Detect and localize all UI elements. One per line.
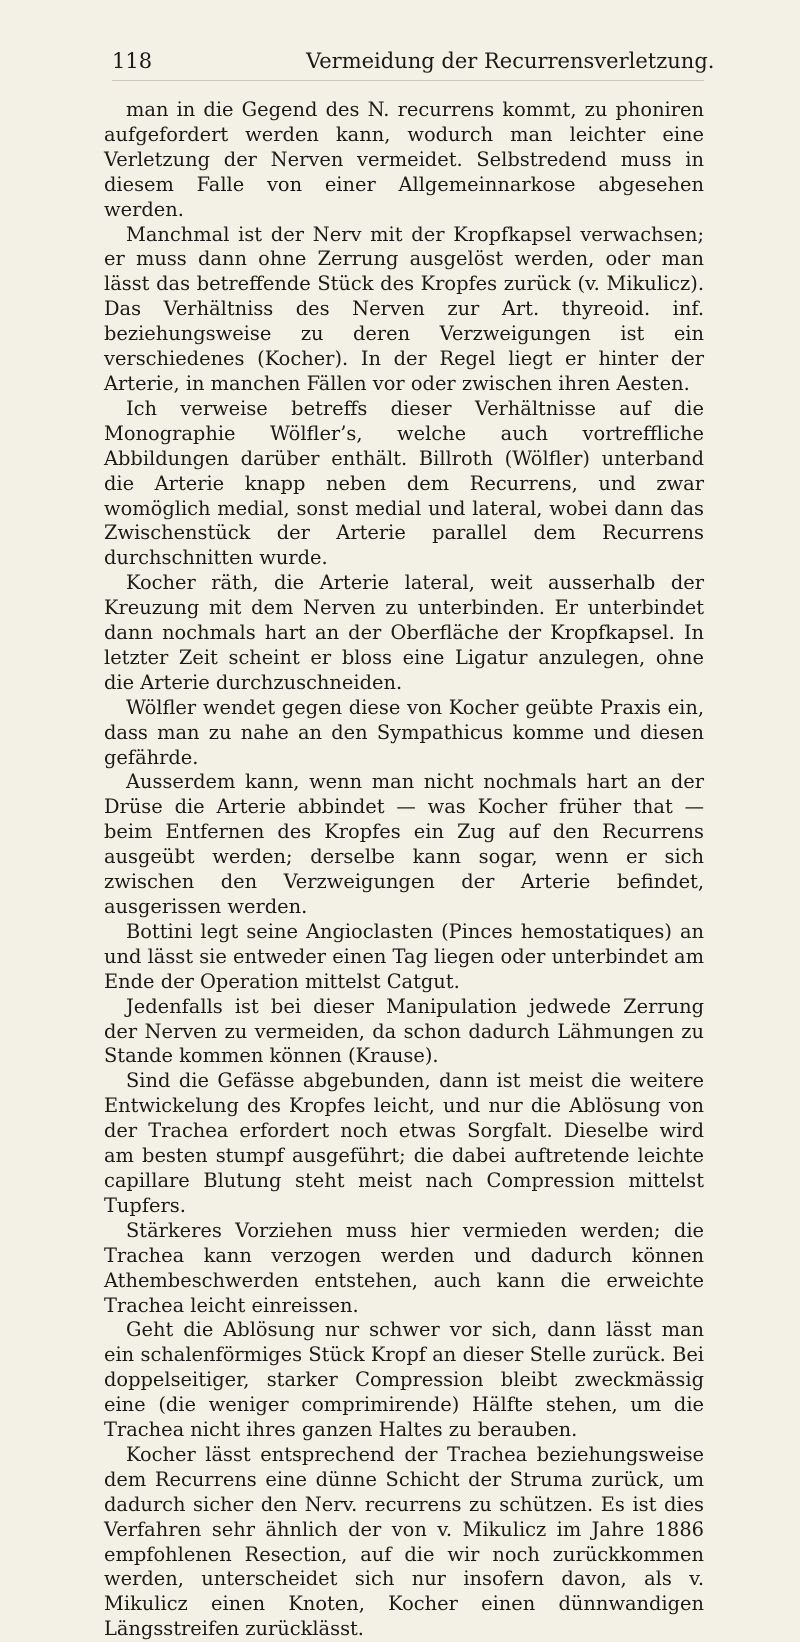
paragraph: Kocher räth, die Arterie lateral, weit ausserhalb der Kreuzung mit dem Nerven zu unterbinden. Er unterbindet dann nochmals hart an der Oberfläche der Kropfkapsel. In letzter Zeit scheint er bloss eine Ligatur anzulegen, ohne die Arterie durchzuschneiden. <box>104 571 704 694</box>
paragraph: Ich verweise betreffs dieser Verhältnisse auf die Monographie Wölfler’s, welche auch vortreffliche Abbildungen darüber enthält. Billroth (Wölfler) unterband die Arterie knapp neben dem Recurrens, und zwar womöglich medial, sonst medial und lateral, wobei dann das Zwischenstück der Arterie parallel dem Recurrens durchschnitten wurde. <box>104 396 704 570</box>
running-head: Vermeidung der Recurrensverletzung. <box>306 49 715 73</box>
header-rule <box>112 80 704 81</box>
paragraph: Jedenfalls ist bei dieser Manipulation jedwede Zerrung der Nerven zu vermeiden, da schon dadurch Lähmungen zu Stande kommen können (Krause). <box>104 994 704 1068</box>
paragraph: Manchmal ist der Nerv mit der Kropfkapsel verwachsen; er muss dann ohne Zerrung ausgelöst werden, oder man lässt das betreffende Stück des Kropfes zurück (v. Mikulicz). Das Verhältniss des Nerven zur Art. thyreoid. inf. beziehungsweise zu deren Verzweigungen ist ein verschiedenes (Kocher). In der Regel liegt er hinter der Arterie, in manchen Fällen vor oder zwischen ihren Aesten. <box>104 222 704 395</box>
paragraph: Sind die Gefässe abgebunden, dann ist meist die weitere Entwickelung des Kropfes leicht, und nur die Ablösung von der Trachea erfordert noch etwas Sorgfalt. Dieselbe wird am besten stumpf ausgeführt; die dabei auftretende leichte capillare Blutung steht meist nach Compression mittelst Tupfers. <box>104 1069 704 1217</box>
paragraph: Ausserdem kann, wenn man nicht nochmals hart an der Drüse die Arterie abbindet — was Kocher früher that — beim Entfernen des Kropfes ein Zug auf den Recurrens ausgeübt werden; derselbe kann sogar, wenn er sich zwischen den Verzweigungen der Arterie befindet, ausgerissen werden. <box>104 770 704 918</box>
paragraph: Bottini legt seine Angioclasten (Pinces hemostatiques) an und lässt sie entweder einen Tag liegen oder unterbindet am Ende der Operation mittelst Catgut. <box>104 919 704 993</box>
paragraph: Wölfler wendet gegen diese von Kocher geübte Praxis ein, dass man zu nahe an den Sympathicus komme und diesen gefährde. <box>104 695 704 769</box>
paragraph: Stärkeres Vorziehen muss hier vermieden werden; die Trachea kann verzogen werden und dadurch können Athembeschwerden entstehen, auch kann die erweichte Trachea leicht einreissen. <box>104 1218 704 1317</box>
body-text <box>104 98 704 1642</box>
paragraph: Kocher lässt entsprechend der Trachea beziehungsweise dem Recurrens eine dünne Schicht der Struma zurück, um dadurch sicher den Nerv. recurrens zu schützen. Es ist dies Verfahren sehr ähnlich der von v. Mikulicz im Jahre 1886 empfohlenen Resection, auf die wir noch zurückkommen werden, unterscheidet sich nur insofern davon, als v. Mikulicz einen Knoten, Kocher einen dünnwandigen Längsstreifen zurücklässt. <box>104 1442 704 1641</box>
paragraph: man in die Gegend des N. recurrens kommt, zu phoniren aufgefordert werden kann, wodurch man leichter eine Verletzung der Nerven vermeidet. Selbstredend muss in diesem Falle von einer Allgemeinnarkose abgesehen werden. <box>104 98 704 221</box>
paragraph: Geht die Ablösung nur schwer vor sich, dann lässt man ein schalenförmiges Stück Kropf an dieser Stelle zurück. Bei doppelseitiger, starker Compression bleibt zweckmässig eine (die weniger comprimirende) Hälfte stehen, um die Trachea nicht ihres ganzen Haltes zu berauben. <box>104 1318 704 1442</box>
page-number: 118 <box>112 49 153 73</box>
